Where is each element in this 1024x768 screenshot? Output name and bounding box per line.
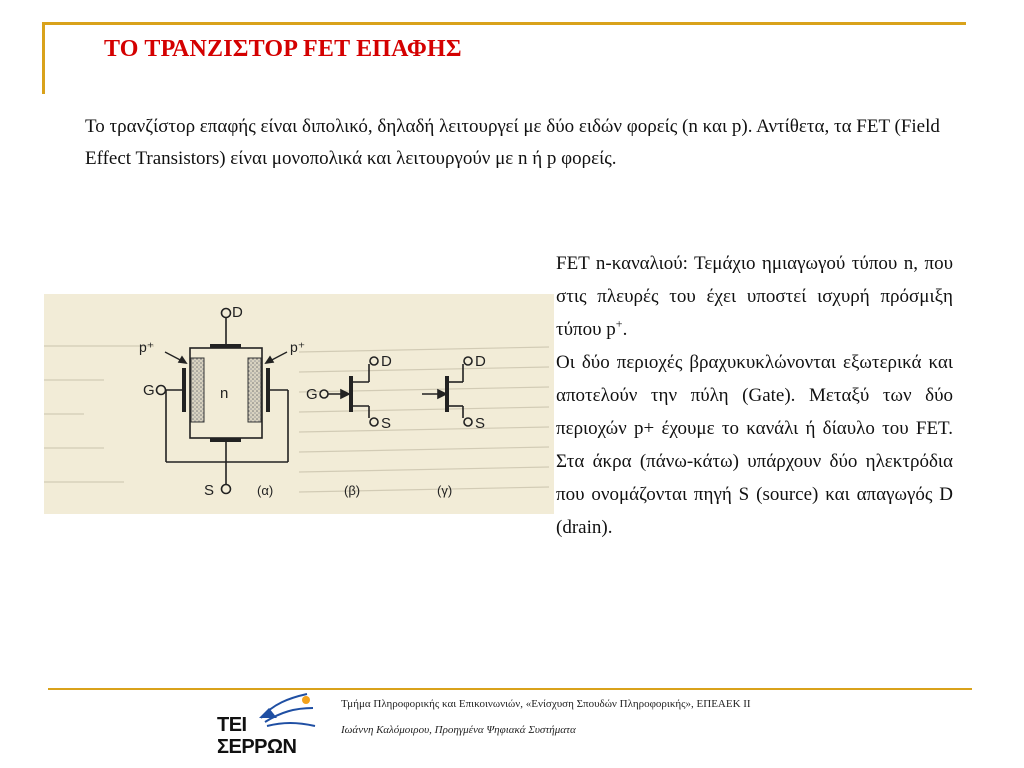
logo-line-2: ΣΕΡΡΩΝ xyxy=(217,736,297,758)
top-frame-vertical-bar xyxy=(42,22,45,94)
source-terminal-a xyxy=(222,485,231,494)
jfet-figure xyxy=(44,294,554,514)
description-paragraph-1-text: FET n-καναλιού: Τεμάχιο ημιαγωγού τύπου n, που στις πλευρές του έχει υποστεί ισχυρή πρόσμιξη τύπου p xyxy=(556,253,953,340)
p-plus-right-label: p⁺ xyxy=(290,339,306,355)
drain-label-c: D xyxy=(475,353,486,370)
drain-label-b: D xyxy=(381,353,392,370)
p-plus-left-region xyxy=(191,358,204,422)
description-superscript-plus: + xyxy=(615,316,623,331)
tei-serron-logo xyxy=(215,692,325,764)
footer-course-info: Τμήμα Πληροφορικής και Επικοινωνιών, «Ενίσχυση Σπουδών Πληροφορικής», ΕΠΕΑΕΚ ΙΙ xyxy=(341,698,751,710)
intro-paragraph: Το τρανζίστορ επαφής είναι διπολικό, δηλαδή λειτουργεί με δύο ειδών φορείς (n και p). Αντίθετα, τα FET (Field Effect Transistors) είναι μονοπολικά και λειτουργούν με n ή p φορείς. xyxy=(85,116,940,169)
p-plus-right-region xyxy=(248,358,261,422)
logo-line-1: ΤΕΙ xyxy=(217,714,247,736)
source-label-b: S xyxy=(381,415,392,432)
jfet-diagram xyxy=(44,294,554,514)
p-plus-left-label: p⁺ xyxy=(139,339,155,355)
n-label: n xyxy=(220,385,229,402)
drain-terminal-a xyxy=(222,309,231,318)
caption-b: (β) xyxy=(344,483,361,498)
gate-terminal-a xyxy=(157,386,166,395)
caption-c: (γ) xyxy=(437,483,453,498)
source-label-c: S xyxy=(475,415,486,432)
slide-title: ΤΟ ΤΡΑΝΖΙΣΤΟΡ FET ΕΠΑΦΗΣ xyxy=(104,36,462,62)
jfet-symbol-c xyxy=(422,357,472,426)
logo-text xyxy=(217,714,327,758)
description-paragraph-2: Οι δύο περιοχές βραχυκυκλώνονται εξωτερικά και αποτελούν την πύλη (Gate). Μεταξύ των δύο περιοχών p+ έχουμε το κανάλι ή δίαυλο του FET. Στα άκρα (πάνω-κάτω) υπάρχουν δύο ηλεκτρόδια που ονομάζονται πηγή S (source) και απαγωγός D (drain). xyxy=(556,352,953,538)
caption-a: (α) xyxy=(257,483,274,498)
drain-label-a: D xyxy=(232,304,243,321)
description-paragraph-1-end: . xyxy=(622,319,628,340)
source-label-a: S xyxy=(204,482,215,499)
gate-label-b: G xyxy=(306,386,318,403)
footer-rule xyxy=(48,688,972,690)
fet-description xyxy=(556,247,953,544)
gate-label-a: G xyxy=(143,382,155,399)
top-frame-horizontal-bar xyxy=(42,22,966,25)
footer-author-info: Ιωάννη Καλόμοιρου, Προηγμένα Ψηφιακά Συστήματα xyxy=(341,724,576,736)
faint-background-text xyxy=(44,346,549,492)
description-paragraph-1 xyxy=(556,247,953,346)
